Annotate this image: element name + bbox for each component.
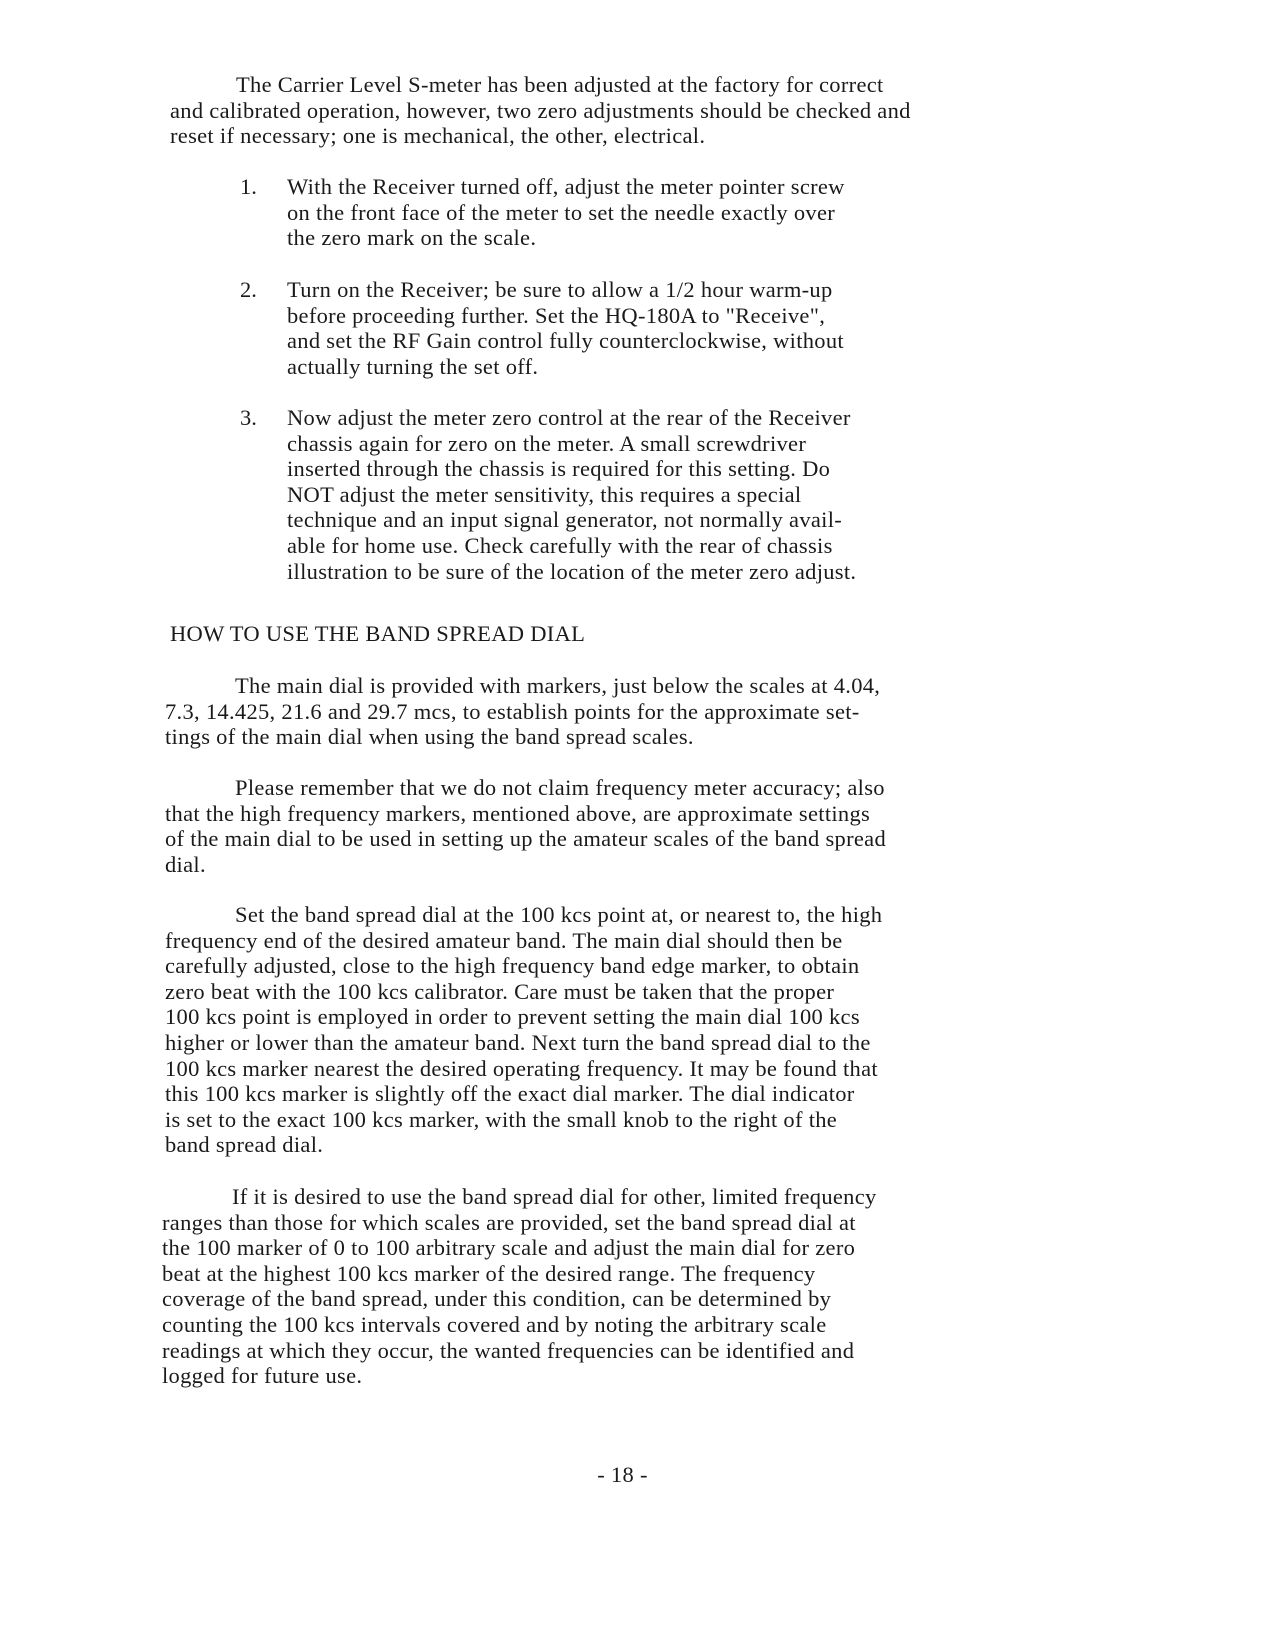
step-number: 2. — [240, 277, 257, 302]
text-line: before proceeding further. Set the HQ-180A to "Receive", — [287, 302, 826, 328]
text-line: higher or lower than the amateur band. Next turn the band spread dial to the — [165, 1029, 871, 1055]
text-line: of the main dial to be used in setting up the amateur scales of the band spread — [165, 826, 886, 852]
text-line: coverage of the band spread, under this condition, can be determined by — [162, 1286, 832, 1312]
text-line: band spread dial. — [165, 1132, 324, 1158]
text-line: logged for future use. — [162, 1363, 363, 1389]
step-number: 1. — [240, 174, 257, 199]
text-line: inserted through the chassis is required for this setting. Do — [287, 456, 831, 482]
text-line: and calibrated operation, however, two zero adjustments should be checked and — [170, 97, 911, 123]
text-line: NOT adjust the meter sensitivity, this requires a special — [287, 481, 802, 507]
paragraph — [162, 1184, 877, 1389]
text-line: Now adjust the meter zero control at the rear of the Receiver — [287, 405, 851, 430]
paragraph — [165, 775, 886, 877]
text-line: 7.3, 14.425, 21.6 and 29.7 mcs, to establish points for the approximate set- — [165, 698, 860, 724]
text-line: carefully adjusted, close to the high frequency band edge marker, to obtain — [165, 953, 860, 979]
text-line: Please remember that we do not claim frequency meter accuracy; also — [235, 775, 885, 800]
text-line: actually turning the set off. — [287, 353, 539, 379]
text-line: ranges than those for which scales are provided, set the band spread dial at — [162, 1209, 856, 1235]
intro-paragraph — [170, 72, 911, 149]
text-line: is set to the exact 100 kcs marker, with the small knob to the right of the — [165, 1106, 838, 1132]
step-number: 3. — [240, 405, 257, 430]
text-line: counting the 100 kcs intervals covered and by noting the arbitrary scale — [162, 1311, 827, 1337]
text-line: this 100 kcs marker is slightly off the exact dial marker. The dial indicator — [165, 1081, 855, 1107]
text-line: 100 kcs point is employed in order to prevent setting the main dial 100 kcs — [165, 1004, 860, 1030]
text-line: Set the band spread dial at the 100 kcs point at, or nearest to, the high — [235, 902, 883, 927]
text-line: With the Receiver turned off, adjust the meter pointer screw — [287, 174, 845, 199]
text-line: able for home use. Check carefully with the rear of chassis — [287, 532, 833, 558]
text-line: 100 kcs marker nearest the desired operating frequency. It may be found that — [165, 1055, 878, 1081]
text-line: The main dial is provided with markers, just below the scales at 4.04, — [235, 673, 881, 698]
text-line: on the front face of the meter to set the needle exactly over — [287, 199, 836, 225]
paragraph — [165, 673, 880, 750]
text-line: If it is desired to use the band spread dial for other, limited frequency — [232, 1184, 877, 1209]
paragraph — [165, 902, 882, 1158]
text-line: readings at which they occur, the wanted frequencies can be identified and — [162, 1337, 855, 1363]
text-line: technique and an input signal generator, not normally avail- — [287, 507, 843, 533]
text-line: zero beat with the 100 kcs calibrator. Care must be taken that the proper — [165, 978, 835, 1004]
text-line: the 100 marker of 0 to 100 arbitrary scale and adjust the main dial for zero — [162, 1235, 856, 1261]
section-heading: HOW TO USE THE BAND SPREAD DIAL — [170, 621, 586, 646]
text-line: the zero mark on the scale. — [287, 225, 537, 251]
text-line: reset if necessary; one is mechanical, the other, electrical. — [170, 123, 706, 149]
page-number: - 18 - — [597, 1462, 648, 1487]
text-line: frequency end of the desired amateur band. The main dial should then be — [165, 927, 843, 953]
text-line: dial. — [165, 851, 206, 877]
text-line: beat at the highest 100 kcs marker of the desired range. The frequency — [162, 1260, 816, 1286]
text-line: and set the RF Gain control fully counterclockwise, without — [287, 328, 844, 354]
text-line: The Carrier Level S-meter has been adjusted at the factory for correct — [236, 72, 884, 97]
text-line: illustration to be sure of the location of the meter zero adjust. — [287, 558, 857, 584]
text-line: chassis again for zero on the meter. A small screwdriver — [287, 430, 807, 456]
text-line: that the high frequency markers, mentioned above, are approximate settings — [165, 800, 871, 826]
text-line: tings of the main dial when using the band spread scales. — [165, 724, 694, 750]
text-line: Turn on the Receiver; be sure to allow a 1/2 hour warm-up — [287, 277, 833, 302]
